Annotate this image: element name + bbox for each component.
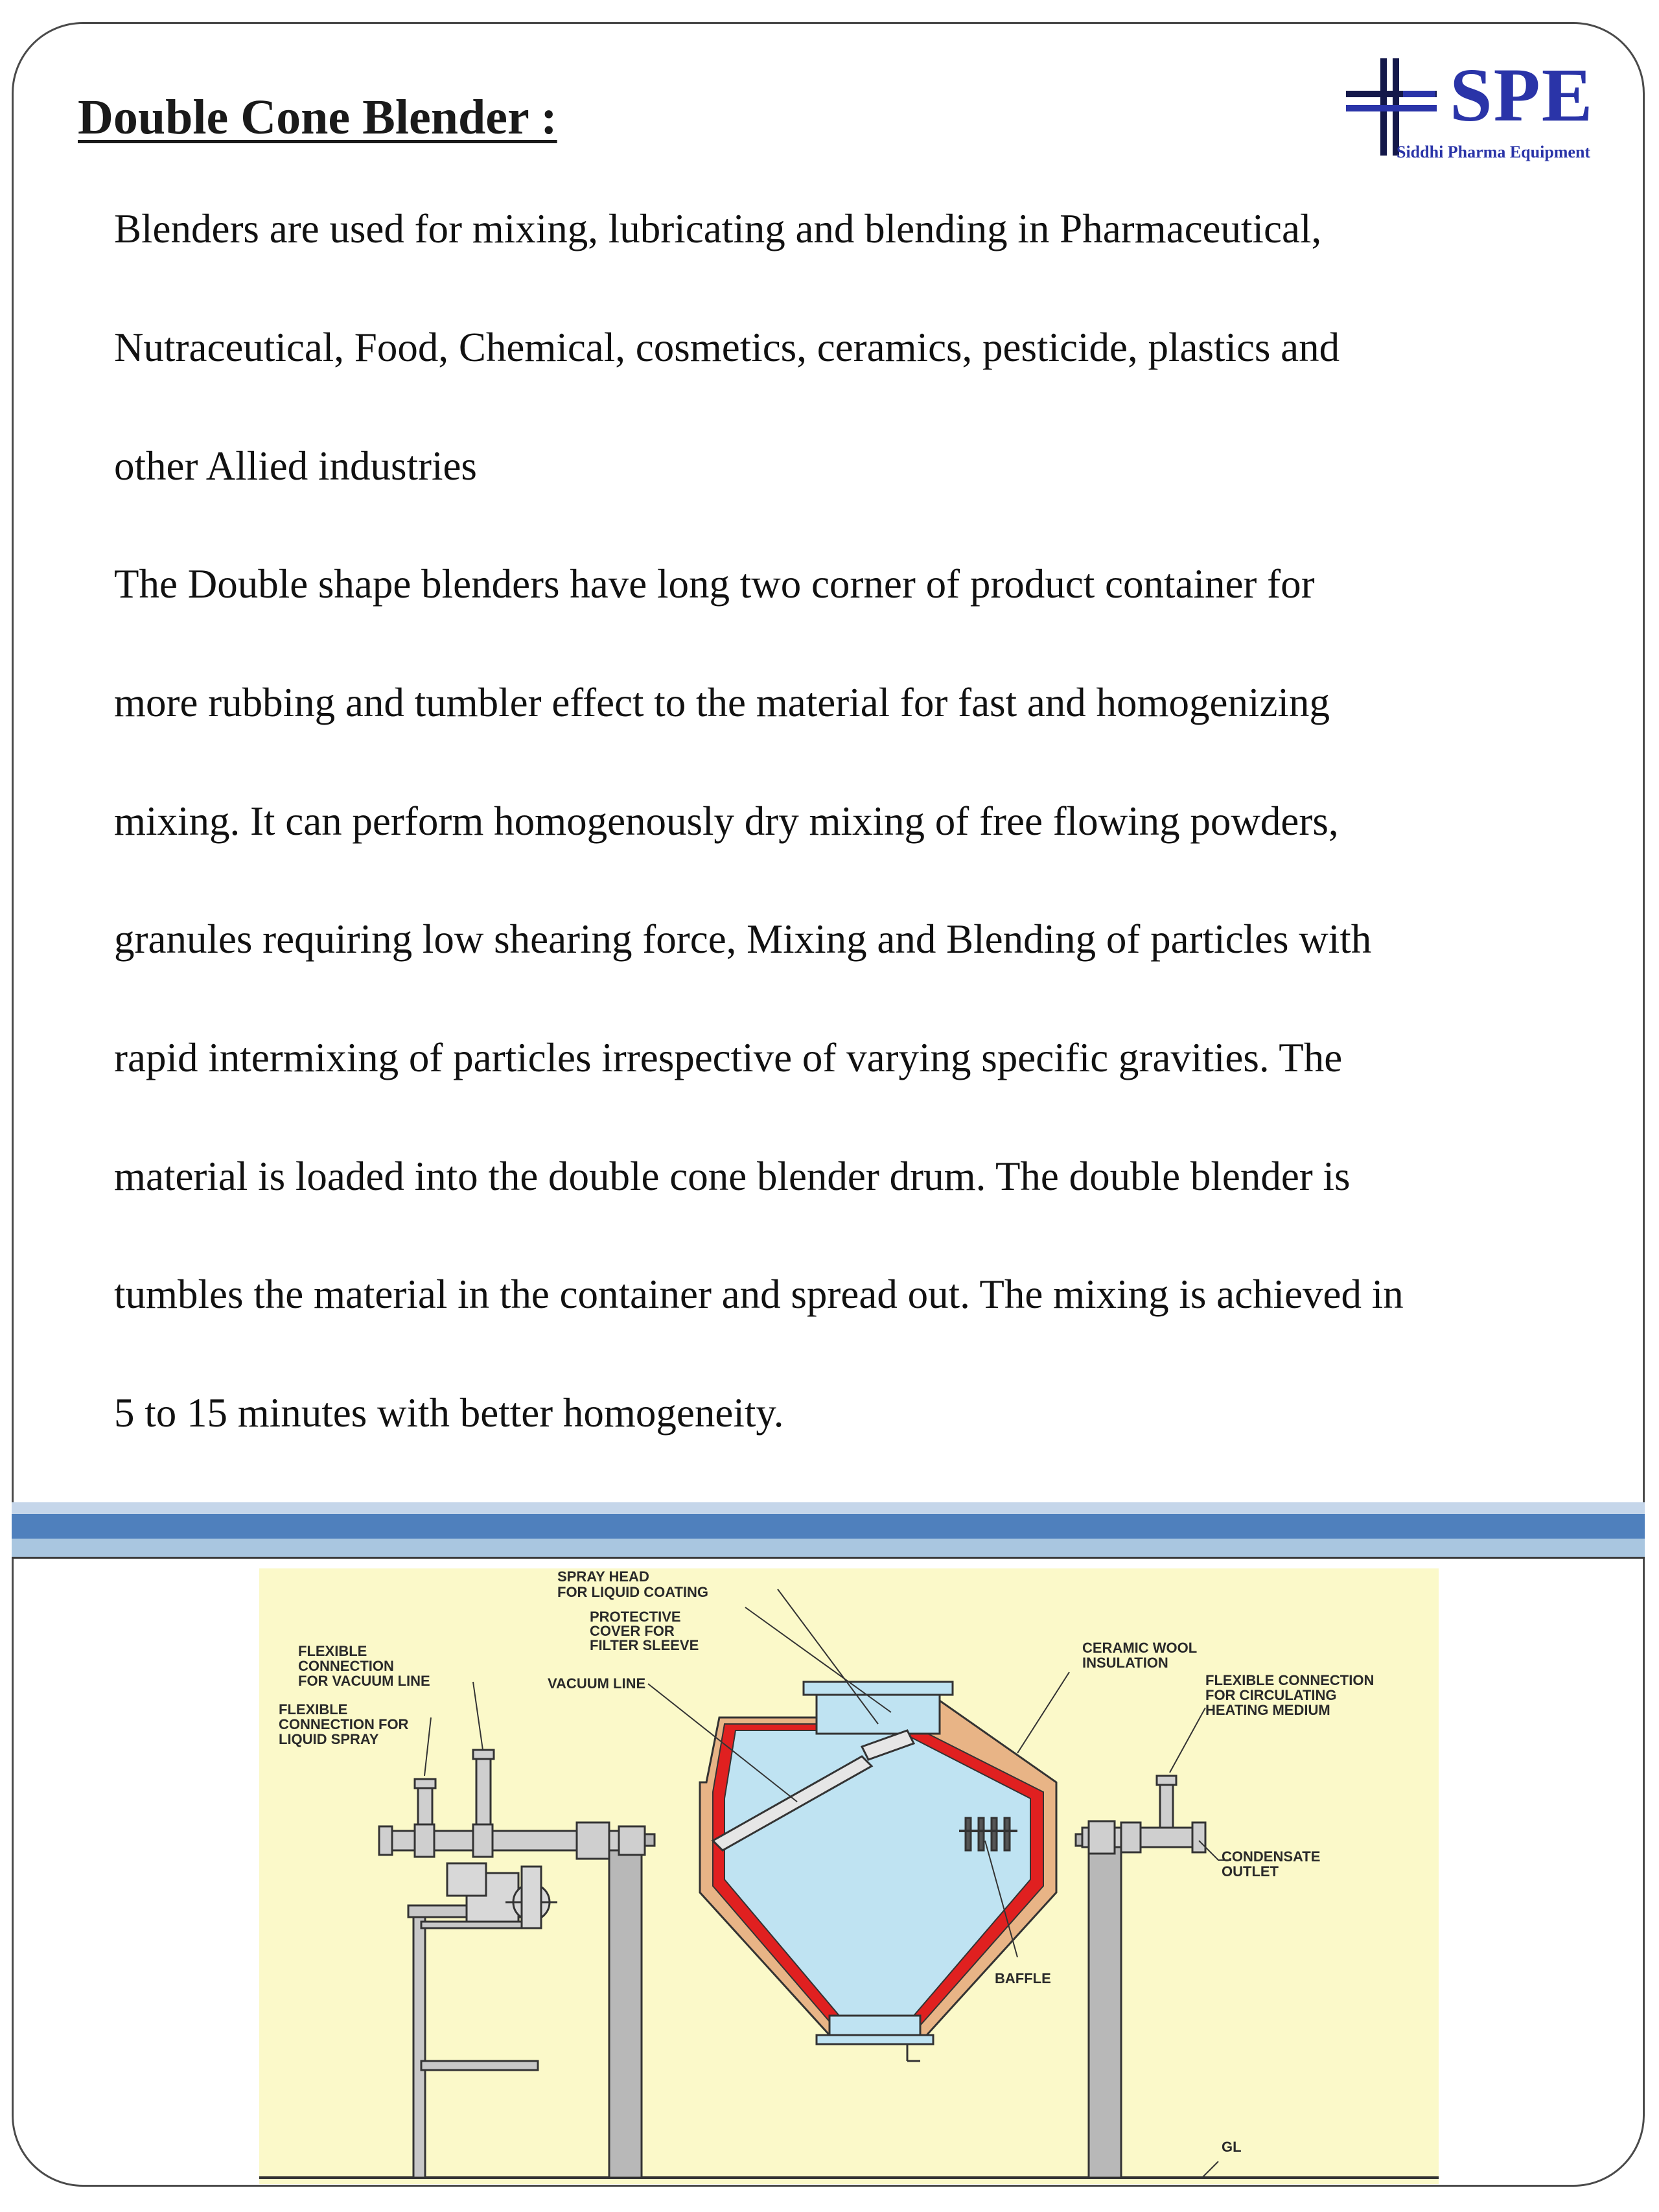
- paragraph-line-5: more rubbing and tumbler effect to the material for fast and homogenizing: [114, 680, 1330, 725]
- paragraph-line-6: mixing. It can perform homogenously dry mixing of free flowing powders,: [114, 798, 1339, 844]
- left-shaft-piping: [379, 1750, 645, 1859]
- label-protective-line2: COVER FOR: [590, 1623, 675, 1639]
- blender-schematic: [259, 1568, 1439, 2184]
- paragraph-line-1: Blenders are used for mixing, lubricating and blending in Pharmaceutical,: [114, 206, 1322, 251]
- left-support-column: [596, 1834, 655, 2178]
- label-protective-line3: FILTER SLEEVE: [590, 1637, 699, 1653]
- drum-inlet: [804, 1682, 953, 1734]
- paragraph-line-3: other Allied industries: [114, 443, 477, 489]
- label-baffle: BAFFLE: [995, 1970, 1051, 1986]
- paragraph-line-4: The Double shape blenders have long two corner of product container for: [114, 561, 1315, 607]
- paragraph-line-9: material is loaded into the double cone blender drum. The double blender is: [114, 1154, 1351, 1199]
- page-title: Double Cone Blender :: [78, 90, 557, 145]
- paragraph-line-8: rapid intermixing of particles irrespective of varying specific gravities. The: [114, 1035, 1343, 1080]
- logo-subtitle: Siddhi Pharma Equipment: [1397, 143, 1591, 161]
- label-liquid-connection-line1: FLEXIBLE: [279, 1701, 348, 1717]
- paragraph-line-7: granules requiring low shearing force, Mixing and Blending of particles with: [114, 916, 1372, 962]
- label-spray-head-line2: FOR LIQUID COATING: [557, 1584, 709, 1600]
- label-liquid-connection-line2: CONNECTION FOR: [279, 1716, 409, 1732]
- label-vacuum-connection-line1: FLEXIBLE: [298, 1643, 367, 1659]
- label-ceramic-line1: CERAMIC WOOL: [1082, 1640, 1198, 1656]
- label-heating-line1: FLEXIBLE CONNECTION: [1205, 1672, 1375, 1688]
- logo-name: SPE: [1450, 52, 1594, 137]
- double-cone-blender-diagram: [259, 1568, 1439, 2184]
- right-shaft-piping: [1082, 1776, 1205, 1854]
- divider-band-pale: [12, 1539, 1645, 1557]
- paragraph-line-10: tumbles the material in the container and spread out. The mixing is achieved in: [114, 1272, 1404, 1317]
- label-vacuum-connection-line2: CONNECTION: [298, 1658, 394, 1674]
- label-ground-level: GL: [1222, 2139, 1242, 2155]
- label-spray-head-line1: SPRAY HEAD: [557, 1568, 649, 1585]
- paragraph-line-2: Nutraceutical, Food, Chemical, cosmetics, ceramics, pesticide, plastics and: [114, 325, 1340, 370]
- label-condensate-line2: OUTLET: [1222, 1863, 1279, 1880]
- label-heating-line2: FOR CIRCULATING: [1205, 1687, 1337, 1703]
- motor-gearbox: [447, 1863, 557, 1928]
- label-liquid-connection-line3: LIQUID SPRAY: [279, 1731, 379, 1747]
- label-heating-line3: HEATING MEDIUM: [1205, 1702, 1330, 1718]
- company-logo: [1345, 52, 1604, 167]
- label-protective-line1: PROTECTIVE: [590, 1609, 681, 1625]
- drum-outlet: [817, 2016, 933, 2061]
- label-ceramic-line2: INSULATION: [1082, 1655, 1168, 1671]
- paragraph-line-11: 5 to 15 minutes with better homogeneity.: [114, 1390, 784, 1436]
- motor-stand: [408, 1905, 538, 2178]
- right-support-column: [1076, 1834, 1134, 2178]
- divider-band-blue: [12, 1514, 1645, 1539]
- divider-band-light: [12, 1502, 1645, 1514]
- label-vacuum-line: VACUUM LINE: [548, 1675, 646, 1692]
- divider-line: [12, 1557, 1645, 1559]
- label-vacuum-connection-line3: FOR VACUUM LINE: [298, 1673, 430, 1689]
- label-condensate-line1: CONDENSATE: [1222, 1848, 1321, 1865]
